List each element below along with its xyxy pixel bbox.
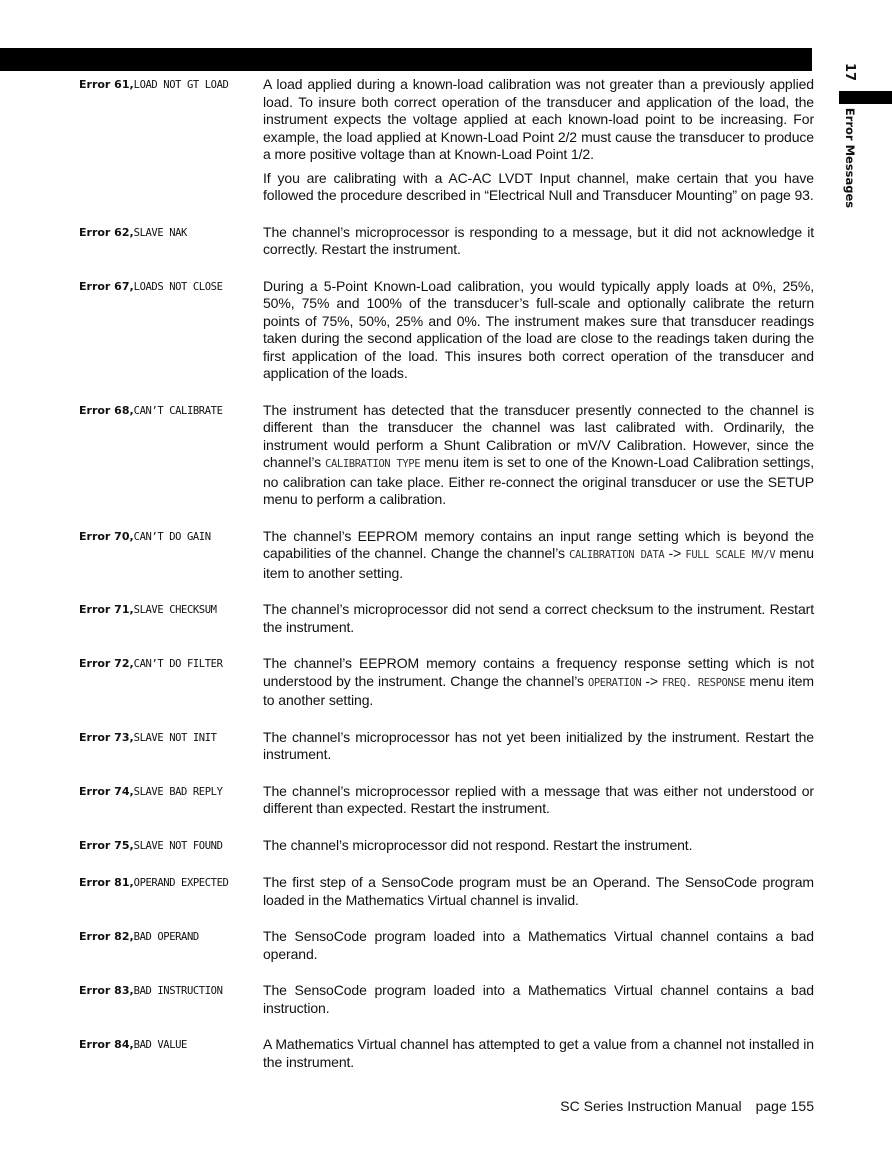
error-description: [263, 1036, 814, 1071]
description-paragraph: [263, 655, 814, 710]
error-label: [79, 76, 263, 205]
error-description: [263, 655, 814, 710]
error-label: [79, 528, 263, 583]
error-entry: [79, 601, 814, 636]
description-text: The channel’s EEPROM memory contains a frequency response setting which is not understood by the instrument. Change the channel’s: [263, 655, 814, 689]
error-description: [263, 783, 814, 818]
description-paragraph: [263, 528, 814, 583]
description-paragraph: [263, 402, 814, 509]
menu-item-name: CALIBRATION TYPE: [325, 458, 421, 470]
menu-item-name: CALIBRATION DATA: [569, 549, 665, 561]
error-entry: [79, 837, 814, 856]
error-name: CAN’T DO GAIN: [133, 530, 211, 543]
chapter-title: Error Messages: [843, 107, 857, 209]
error-name: SLAVE BAD REPLY: [133, 785, 223, 798]
menu-item-name: FREQ. RESPONSE: [662, 676, 746, 689]
error-description: [263, 874, 814, 909]
error-description: [263, 278, 814, 383]
error-description: [263, 837, 814, 856]
error-entry: [79, 224, 814, 259]
error-entry: [79, 928, 814, 963]
error-entry: [79, 655, 814, 710]
page-number: page 155: [755, 1098, 814, 1114]
description-paragraph: During a 5-Point Known-Load calibration, you would typically apply loads at 0%, 25%, 50%, 75% and 100% of the transducer’s full-scale and optionally calibrate the return points of 75%, 50%, 25% and 0%. The instrument makes sure that transducer readings taken during the second application of the load are close to the readings taken during the first application of the load. This insures both correct operation of the transducer and application of the loads.: [263, 277, 814, 381]
error-label: [79, 601, 263, 636]
error-description: [263, 601, 814, 636]
menu-item-name: FULL SCALE MV/V: [685, 549, 776, 561]
description-paragraph: The SensoCode program loaded into a Mathematics Virtual channel contains a bad operand.: [263, 928, 814, 962]
error-label: [79, 837, 263, 856]
error-name: SLAVE NOT INIT: [133, 731, 217, 744]
error-number: Error 81,: [79, 876, 134, 889]
error-description: [263, 76, 814, 205]
error-description: [263, 528, 814, 583]
error-entry: [79, 278, 814, 383]
description-text: menu item to another setting.: [263, 545, 814, 581]
manual-title: SC Series Instruction Manual: [560, 1098, 742, 1114]
error-label: [79, 402, 263, 509]
error-description: [263, 402, 814, 509]
description-paragraph: If you are calibrating with a AC-AC LVDT Input channel, make certain that you have followed the procedure described in “Electrical Null and Transducer Mounting” on page 93.: [263, 169, 814, 203]
error-number: Error 82,: [79, 930, 134, 943]
error-label: [79, 655, 263, 710]
error-number: Error 61,: [79, 78, 134, 91]
error-entry: [79, 874, 814, 909]
description-text: The channel’s EEPROM memory contains an input range setting which is beyond the capabilities of the channel. Change the channel’s: [263, 527, 814, 561]
error-label: [79, 928, 263, 963]
error-name: SLAVE CHECKSUM: [133, 604, 217, 616]
description-paragraph: The channel’s microprocessor replied with a message that was either not understood or different than expected. Restart the instrument.: [263, 782, 814, 816]
error-number: Error 73,: [79, 730, 134, 744]
error-label: [79, 278, 263, 383]
error-name: CAN’T DO FILTER: [133, 658, 223, 670]
chapter-number: 17: [842, 62, 857, 82]
error-entry: [79, 783, 814, 818]
error-number: Error 68,: [79, 403, 134, 417]
error-label: [79, 224, 263, 259]
description-text: menu item to another setting.: [263, 672, 814, 708]
description-paragraph: A load applied during a known-load calibration was not greater than a previously applied load. To insure both correct operation of the transducer and application of the load, the instrument expects the voltage applied at each known-load point to be increasing. For example, the load applied at Known-Load Point 2/2 must cause the transducer to produce a more positive voltage than at Known-Load Point 1/2.: [263, 76, 814, 162]
error-number: Error 83,: [79, 984, 134, 997]
error-name: SLAVE NOT FOUND: [133, 839, 223, 852]
error-entry: [79, 76, 814, 205]
error-description: [263, 982, 814, 1017]
error-label: [79, 783, 263, 818]
description-paragraph: The SensoCode program loaded into a Mathematics Virtual channel contains a bad instruction.: [263, 982, 814, 1016]
error-number: Error 72,: [79, 657, 134, 670]
menu-path-arrow: ->: [641, 672, 663, 689]
error-number: Error 67,: [79, 279, 134, 293]
error-label: [79, 729, 263, 764]
error-entry: [79, 402, 814, 509]
error-name: LOAD NOT GT LOAD: [133, 79, 229, 91]
menu-item-name: OPERATION: [587, 676, 642, 689]
error-entry: [79, 1036, 814, 1071]
description-paragraph: A Mathematics Virtual channel has attempted to get a value from a channel not installed in the instrument.: [263, 1036, 814, 1070]
page-footer: [470, 1097, 814, 1115]
error-number: Error 74,: [79, 784, 134, 798]
error-name: LOADS NOT CLOSE: [133, 280, 223, 293]
error-description: [263, 224, 814, 259]
error-list: [79, 76, 814, 1090]
error-description: [263, 928, 814, 963]
error-number: Error 70,: [79, 529, 134, 543]
error-name: BAD OPERAND: [133, 931, 199, 943]
error-name: OPERAND EXPECTED: [133, 877, 229, 889]
error-label: [79, 1036, 263, 1071]
error-description: [263, 729, 814, 764]
description-paragraph: The channel’s microprocessor did not respond. Restart the instrument.: [263, 836, 693, 853]
description-paragraph: The channel’s microprocessor is responding to a message, but it did not acknowledge it correctly. Restart the instrument.: [263, 223, 814, 257]
error-number: Error 84,: [79, 1038, 134, 1051]
header-bar: [0, 48, 812, 71]
error-number: Error 71,: [79, 603, 134, 616]
error-label: [79, 982, 263, 1017]
error-label: [79, 874, 263, 909]
description-paragraph: The channel’s microprocessor did not send a correct checksum to the instrument. Restart the instrument.: [263, 601, 814, 635]
error-entry: [79, 528, 814, 583]
description-paragraph: The channel’s microprocessor has not yet been initialized by the instrument. Restart the instrument.: [263, 728, 814, 762]
error-entry: [79, 982, 814, 1017]
description-text: menu item is set to one of the Known-Load Calibration settings, no calibration can take place. Either re-connect the original transducer or use the SETUP menu to perform a calibration.: [263, 454, 814, 507]
description-text: The instrument has detected that the transducer presently connected to the channel is different than the transducer the channel was last calibrated with. Ordinarily, the instrument would perform a Shunt Calibration or mV/V Calibration. However, since the channel’s: [263, 401, 814, 470]
error-name: SLAVE NAK: [133, 226, 187, 239]
error-number: Error 62,: [79, 225, 134, 239]
description-paragraph: The first step of a SensoCode program must be an Operand. The SensoCode program loaded in the Mathematics Virtual channel is invalid.: [263, 874, 814, 908]
menu-path-arrow: ->: [664, 545, 686, 561]
error-name: BAD VALUE: [133, 1039, 187, 1051]
error-number: Error 75,: [79, 838, 134, 852]
error-entry: [79, 729, 814, 764]
error-name: BAD INSTRUCTION: [133, 985, 223, 997]
error-name: CAN’T CALIBRATE: [133, 404, 223, 417]
